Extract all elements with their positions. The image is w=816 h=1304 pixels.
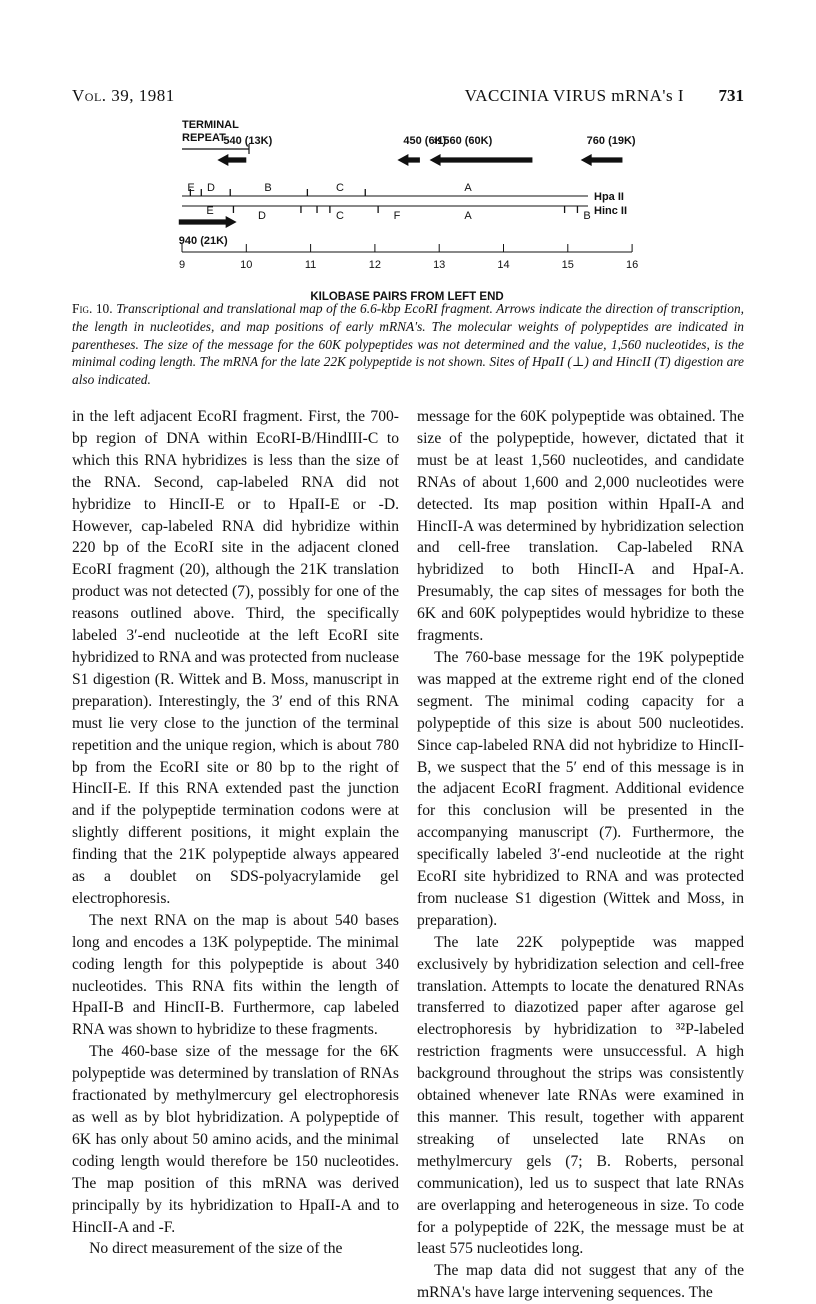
paragraph: message for the 60K polypeptide was obtained. The size of the polypeptide, however, dictated that it must be at least 1,560 nucleotides, and candidate RNAs of about 1,600 and 2,000 nucleotides were detected. Its map position within HpaII-A and HincII-A was determined by hybridization selection and cell-free translation. Cap-labeled RNA hybridized to both HincII-A and HpaI-A. Presumably, the cap sites of messages for both the 6K and 60K polypeptides would hybridize to these fragments. [417, 408, 744, 645]
hinc-fragment-b: B [583, 210, 591, 222]
axis-tick-label: 11 [304, 259, 317, 271]
arrow-1560-60k [430, 135, 533, 166]
arrow-shape-760-19k [581, 154, 623, 166]
hinc-label: Hinc II [594, 205, 628, 217]
caption-text: Transcriptional and translational map of the 6.6-kbp EcoRI fragment. Arrows indicate the direction of transcription, the length in nucleotides, and map positions of early mRNA's. The molecular weights of polypeptides are indicated in parentheses. The size of the message for the 60K polypeptides was not determined and the value, 1,560 nucleotides, is the minimal coding length. The mRNA for the late 22K polypeptide is not shown. Sites of HpaII (⊥) and HincII (T) digestion are also indicated. [72, 301, 744, 388]
terminal-repeat-label-1: TERMINAL [182, 119, 239, 131]
arrow-540-13k [217, 135, 272, 166]
arrow-label-1560-60k: ›1560 (60K) [433, 135, 493, 147]
paragraph: The next RNA on the map is about 540 bases long and encodes a 13K polypeptide. The minimal coding length for this polypeptide is about 340 nucleotides. This RNA fits within the length of HpaII-B and HincII-B. Furthermore, cap labeled RNA was shown to hybridize to these fragments. [72, 911, 399, 1039]
page-header [72, 86, 744, 110]
hinc-fragment-a: A [464, 210, 472, 222]
arrow-shape-1560-60k [430, 154, 533, 166]
hinc-fragment-d: D [258, 210, 266, 222]
arrow-940-21k [179, 216, 237, 247]
hpa-fragment-b: B [264, 182, 272, 194]
hinc-fragment-f: F [393, 210, 401, 222]
paragraph: The map data did not suggest that any of the mRNA's have large intervening sequences. The [417, 1262, 744, 1302]
paragraph: The 760-base message for the 19K polypeptide was mapped at the extreme right end of the cloned segment. The minimal coding capacity for a polypeptide of this size is about 500 nucleotides. Since cap-labeled RNA did not hybridize to HincII-B, we suspect that the 5′ end of this message is in the adjacent EcoRI fragment. Additional evidence for this conclusion will be presented in the accompanying manuscript (7). Furthermore, the specifically labeled 3′-end nucleotide at the right EcoRI site hybridized to RNA and was protected from nuclease S1 digestion (Wittek and Moss, in preparation). [417, 648, 744, 929]
paragraph: No direct measurement of the size of the [89, 1240, 343, 1258]
axis-tick-label: 9 [178, 259, 186, 271]
terminal-repeat-label-2: REPEAT [182, 132, 226, 144]
page-number: 731 [718, 86, 744, 105]
axis-tick-label: 10 [240, 259, 253, 271]
paragraph: The late 22K polypeptide was mapped exclusively by hybridization selection and cell-free translation. Attempts to locate the denatured RNAs transferred to diazotized paper after agarose gel electrophoresis by hybridization to ³²P-labeled restriction fragments were unsuccessful. A high background throughout the strips was consistently obtained whenever late RNAs were examined in this manner. This result, together with apparent streaking of unselected late RNAs on methylmercury gels (7; B. Roberts, personal communication), led us to suspect that late RNAs are overlapping and heterogeneous in size. To code for a polypeptide of 22K, the message must be at least 575 nucleotides long. [417, 933, 744, 1258]
axis-ticks [179, 244, 638, 271]
hpa-fragment-e: E [187, 182, 195, 194]
axis-tick-label: 15 [561, 259, 574, 271]
axis-tick-label: 16 [625, 259, 639, 271]
arrow-shape-450-6k [397, 154, 420, 166]
axis-label: KILOBASE PAIRS FROM LEFT END [310, 291, 504, 303]
arrow-label-940-21k: 940 (21K) [178, 235, 228, 247]
axis-tick-label: 13 [433, 259, 446, 271]
paragraph: in the left adjacent EcoRI fragment. First, the 700-bp region of DNA within EcoRI-B/HindIII-C to which this RNA hybridizes is less than the size of the RNA. Second, cap-labeled RNA did not hybridize to HincII-E or to HpaII-E or -D. However, cap-labeled RNA did hybridize within 220 bp of the EcoRI site in the adjacent cloned EcoRI fragment (20), although the 21K translation product was not detected (7), possibly for one of the reasons outlined above. Third, the specifically labeled 3′-end nucleotide at the left EcoRI site hybridized to RNA and was protected from nuclease S1 digestion (R. Wittek and B. Moss, manuscript in preparation). Interestingly, the 3′ end of this RNA must lie very close to the junction of the terminal repetition and the unique region, which is about 780 bp from the EcoRI site or 80 bp to the right of HincII-E. If this RNA extended past the junction and if the polypeptide termination codons were at slightly different positions, it might explain the finding that the 21K polypeptide always appeared as a doublet on SDS-polyacrylamide gel electrophoresis. [72, 408, 399, 907]
axis-tick-label: 12 [368, 259, 382, 271]
figure-caption [72, 300, 744, 389]
hpa-label: Hpa II [594, 191, 624, 203]
arrow-shape-940-21k [179, 216, 237, 228]
hpa-fragment-d: D [207, 182, 215, 194]
hpa-fragment-c: C [336, 182, 344, 194]
paragraph: The 460-base size of the message for the 6K polypeptide was determined by translation of RNAs fractionated by methylmercury gel electrophoresis as well as by blot hybridization. A polypeptide of 6K has only about 50 amino acids, and the minimal coding length would therefore be 150 nucleotides. The map position of this mRNA was derived principally by its hybridization to HpaII-A and to HincII-A and -F. [72, 1043, 399, 1236]
volume-label: Vol. 39, 1981 [72, 86, 175, 105]
arrow-shape-540-13k [217, 154, 246, 166]
hinc-fragment-c: C [336, 210, 344, 222]
axis-tick-label: 14 [497, 259, 510, 271]
hinc-sites [233, 206, 577, 213]
arrow-760-19k [581, 135, 636, 166]
hinc-fragment-e: E [206, 205, 214, 217]
caption-fig-label: Fig. 10. [72, 301, 113, 316]
hpa-fragment-a: A [464, 182, 472, 194]
arrow-label-760-19k: 760 (19K) [586, 135, 636, 147]
arrow-label-450-6k: 450 (6K) [403, 135, 447, 147]
left-column [72, 406, 399, 1260]
running-title: VACCINIA VIRUS mRNA's I [464, 86, 684, 105]
arrow-label-540-13k: 540 (13K) [223, 135, 273, 147]
transcription-map-figure [160, 110, 660, 310]
right-column [417, 406, 744, 1304]
